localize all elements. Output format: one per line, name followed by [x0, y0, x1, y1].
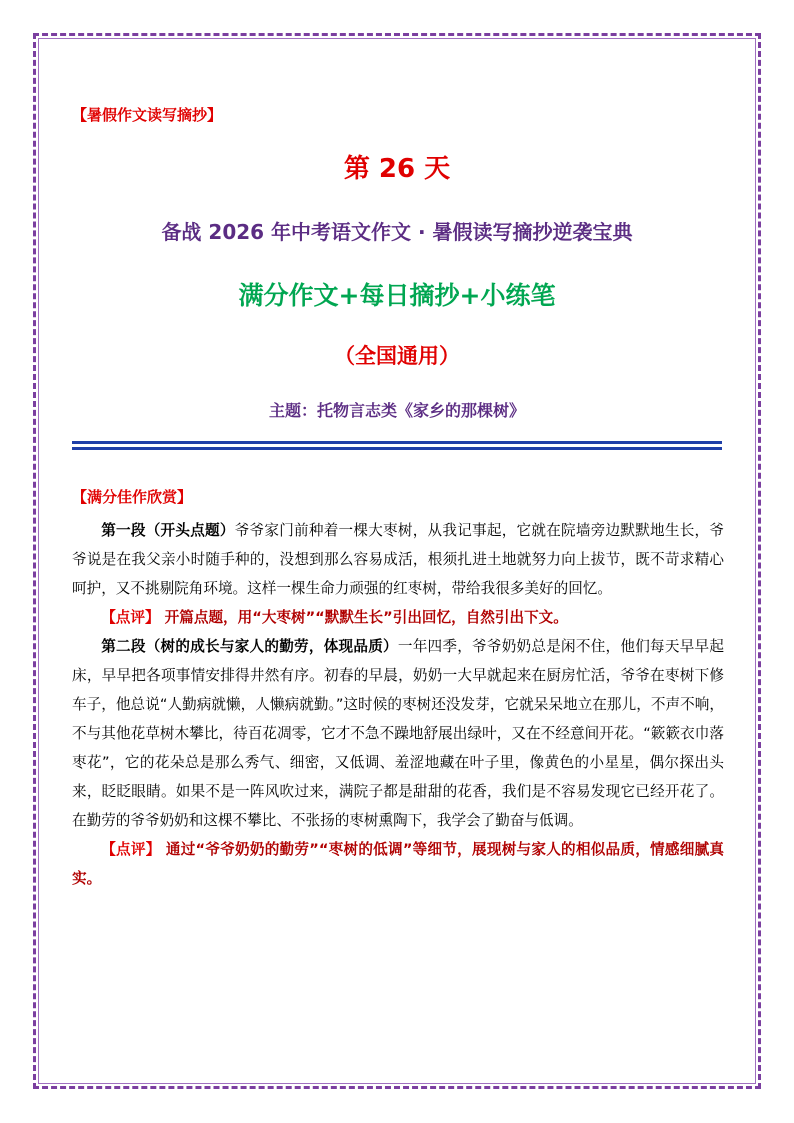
topic-line: 主题：托物言志类《家乡的那棵树》: [268, 401, 525, 420]
paragraph-lead: 第二段（树的成长与家人的勤劳，体现品质）: [101, 638, 398, 655]
comment-text: 通过“爷爷奶奶的勤劳”“枣树的低调”等细节，展现树与家人的相似品质，情感细腻真实。: [72, 841, 724, 887]
comment-tag: 【点评】: [101, 609, 160, 626]
paragraph-text: 爷爷家门前种着一棵大枣树，从我记事起，它就在院墙旁边默默地生长，爷爷说是在我父亲小时随手种的，没想到那么容易成活，根须扎进土地就努力向上拔节，既不苛求精心呵护，又不挑剔院角环境。这样一棵生命力顽强的红枣树，带给我很多美好的回忆。: [72, 522, 724, 597]
series-tag: 【暑假作文读写摘抄】: [72, 106, 223, 124]
divider-line: [72, 447, 722, 450]
paragraph: [72, 632, 724, 835]
scope-label: （全国通用）: [334, 344, 460, 368]
paragraph-text: 一年四季，爷爷奶奶总是闲不住，他们每天早早起床，早早把各项事情安排得井然有序。初春的早晨，奶奶一大早就起来在厨房忙活，爷爷在枣树下修车子，他总说“人勤病就懒，人懒病就勤。”这时候的枣树还没发芽，它就呆呆地立在那儿，不声不响，不与其他花草树木攀比，待百花凋零，它才不急不躁地舒展出绿叶，又在不经意间开花。“簌簌衣巾落枣花”，它的花朵总是那么秀气、细密，又低调、羞涩地藏在叶子里，像黄色的小星星，偶尔探出头来，眨眨眼睛。如果不是一阵风吹过来，满院子都是甜甜的花香，我们是不容易发现它已经开花了。在勤劳的爷爷奶奶和这棵不攀比、不张扬的枣树熏陶下，我学会了勤奋与低调。: [72, 638, 724, 829]
comment: [72, 603, 724, 632]
paragraph-lead: 第一段（开头点题）: [101, 522, 235, 539]
day-title: 第 26 天: [343, 154, 451, 184]
comment-text: 开篇点题，用“大枣树”“默默生长”引出回忆，自然引出下文。: [159, 609, 568, 626]
essay-body: [72, 516, 724, 893]
comment: [72, 835, 724, 893]
subtitle: 备战 2026 年中考语文作文 · 暑假读写摘抄逆袭宝典: [161, 220, 633, 244]
headline: 满分作文+每日摘抄+小练笔: [238, 281, 556, 310]
comment-tag: 【点评】: [101, 841, 161, 858]
divider-line: [72, 441, 722, 444]
paragraph: [72, 516, 724, 603]
section-heading: 【满分佳作欣赏】: [72, 488, 193, 506]
